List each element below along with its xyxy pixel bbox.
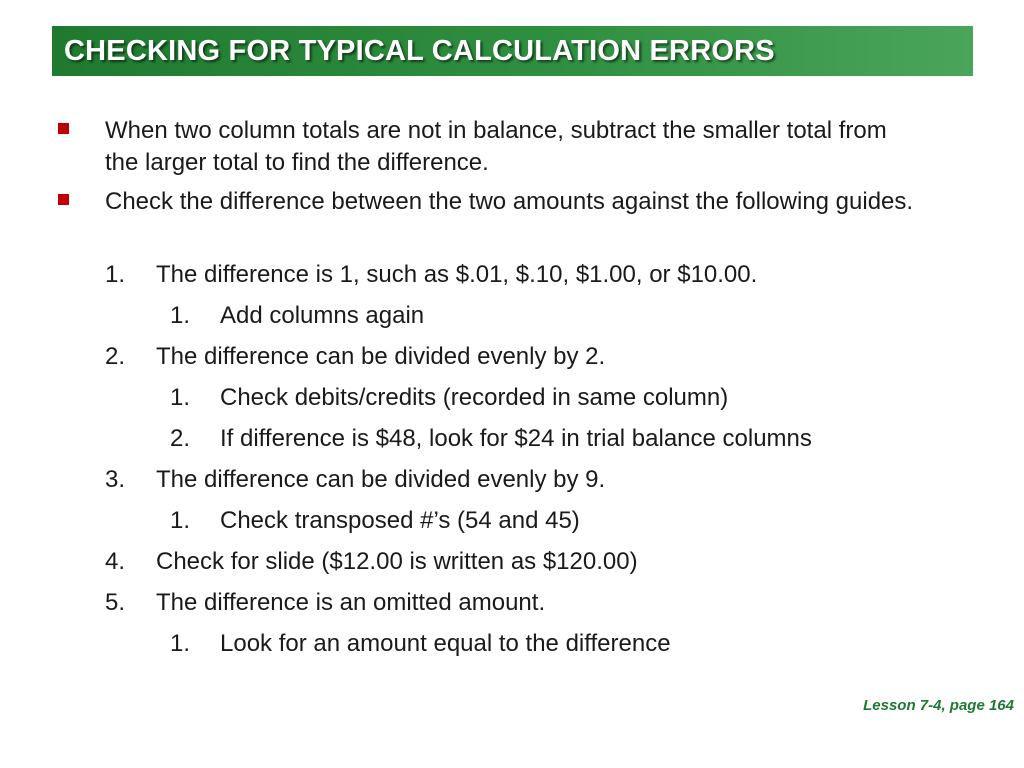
guide-item — [105, 341, 605, 373]
square-bullet-icon — [58, 123, 69, 134]
guide-number: 1. — [105, 261, 126, 288]
guide-subitem-number: 1. — [170, 302, 191, 329]
guide-subitem-text: Check transposed #’s (54 and 45) — [220, 507, 580, 534]
guide-number: 4. — [105, 548, 126, 575]
guide-subitem-number: 1. — [170, 384, 191, 411]
guide-item — [105, 546, 638, 578]
guide-item — [105, 259, 757, 291]
guide-text: The difference can be divided evenly by 9. — [156, 466, 606, 493]
guide-subitem — [170, 628, 671, 660]
bullet-text: Check the difference between the two amounts against the following guides. — [105, 188, 914, 215]
guide-number: 2. — [105, 343, 126, 370]
guide-subitem-number: 1. — [170, 630, 191, 657]
guide-subitem — [170, 505, 580, 537]
bullet-item — [58, 186, 915, 218]
guide-subitem — [170, 382, 728, 414]
guide-item — [105, 587, 545, 619]
guide-number: 5. — [105, 589, 126, 616]
guide-subitem-text: Add columns again — [220, 302, 425, 329]
slide-title: CHECKING FOR TYPICAL CALCULATION ERRORS — [64, 34, 775, 67]
guide-text: The difference is an omitted amount. — [156, 589, 546, 616]
guide-subitem-text: If difference is $48, look for $24 in trial balance columns — [220, 425, 812, 452]
guide-text: The difference is 1, such as $.01, $.10, $1.00, or $10.00. — [156, 261, 758, 288]
bullet-item — [58, 115, 915, 179]
guide-subitem — [170, 423, 812, 455]
guide-text: Check for slide ($12.00 is written as $120.00) — [156, 548, 638, 575]
guide-number: 3. — [105, 466, 126, 493]
guide-subitem-number: 1. — [170, 507, 191, 534]
guide-subitem-number: 2. — [170, 425, 191, 452]
page-reference: Lesson 7-4, page 164 — [863, 697, 1014, 714]
guide-subitem — [170, 300, 424, 332]
guide-subitem-text: Look for an amount equal to the difference — [220, 630, 671, 657]
square-bullet-icon — [58, 194, 69, 205]
bullet-text: When two column totals are not in balance, subtract the smaller total from the larger total to find the difference. — [105, 117, 887, 176]
guide-item — [105, 464, 605, 496]
guide-subitem-text: Check debits/credits (recorded in same column) — [220, 384, 729, 411]
guide-text: The difference can be divided evenly by 2. — [156, 343, 606, 370]
